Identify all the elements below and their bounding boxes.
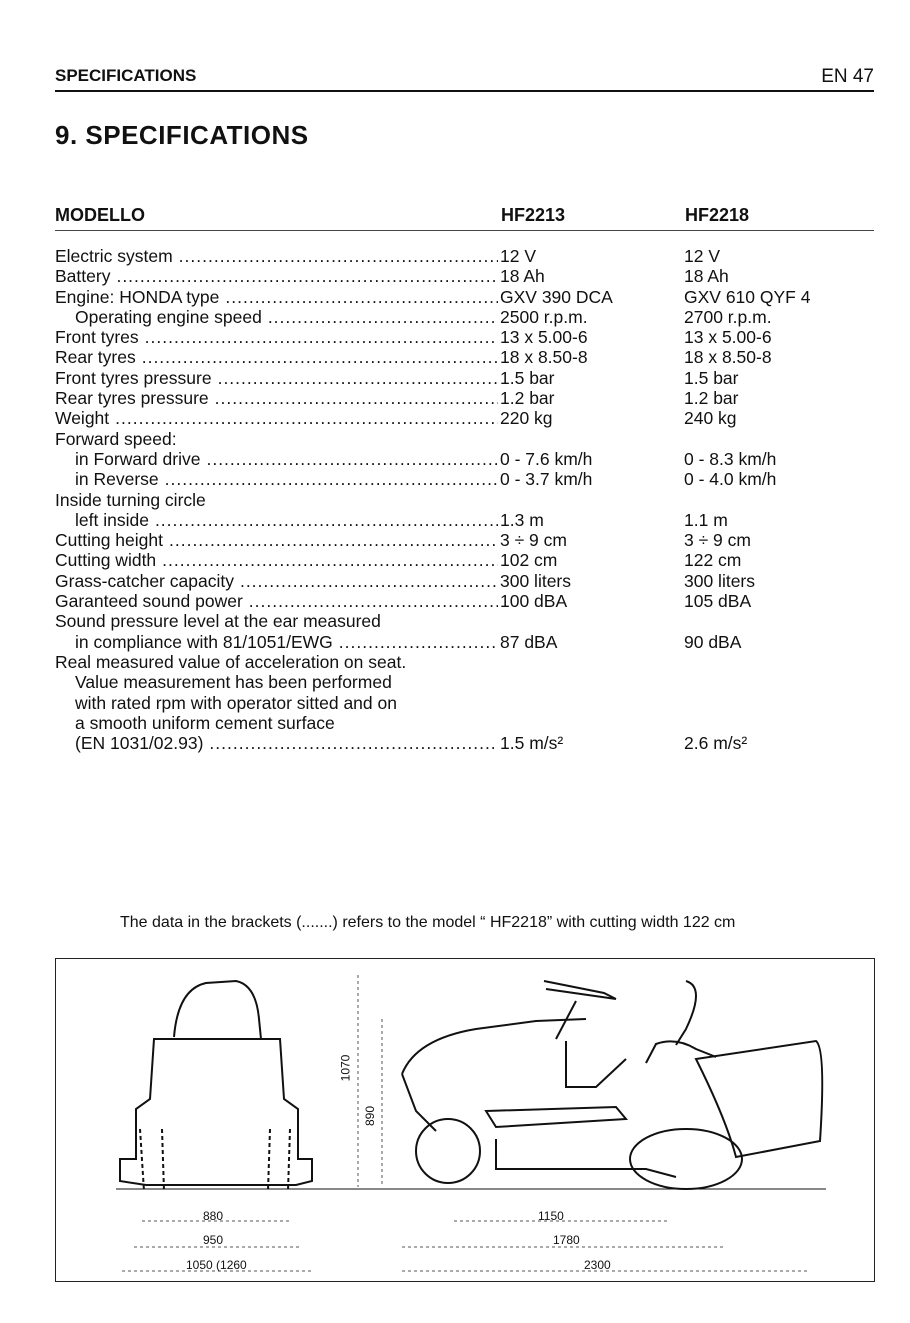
spec-value-hf2218: 90 dBA xyxy=(684,631,742,652)
spec-label-cell xyxy=(55,713,500,733)
spec-row xyxy=(55,611,875,631)
column-header-hf2213: HF2213 xyxy=(501,205,566,225)
spec-label-cell xyxy=(55,469,500,489)
spec-row xyxy=(55,449,875,469)
spec-value-hf2218: 3 ÷ 9 cm xyxy=(684,530,751,551)
spec-label: Rear tyres pressure xyxy=(55,388,209,409)
spec-value-hf2218: 0 - 4.0 km/h xyxy=(684,469,777,490)
dot-leader xyxy=(209,733,498,753)
spec-label-cell xyxy=(55,388,500,408)
spec-row xyxy=(55,693,875,713)
spec-row xyxy=(55,266,875,286)
spec-value-hf2213: 1.3 m xyxy=(500,509,544,530)
spec-label-cell xyxy=(55,429,500,449)
dot-leader xyxy=(268,307,498,327)
spec-row xyxy=(55,368,875,388)
spec-value-hf2218: 0 - 8.3 km/h xyxy=(684,448,777,469)
dimension-drawing xyxy=(55,958,875,1282)
spec-value-hf2218: 2.6 m/s² xyxy=(684,733,748,754)
spec-value-hf2213: 102 cm xyxy=(500,550,558,571)
column-header-rule xyxy=(55,230,874,231)
dot-leader xyxy=(165,469,498,489)
side-view-front xyxy=(402,1074,436,1131)
spec-value-hf2213: 13 x 5.00-6 xyxy=(500,327,588,348)
spec-row xyxy=(55,530,875,550)
spec-value-hf2213: GXV 390 DCA xyxy=(500,286,613,307)
spec-value-hf2213: 2500 r.p.m. xyxy=(500,306,588,327)
spec-label-cell xyxy=(55,287,500,307)
spec-label: Engine: HONDA type xyxy=(55,286,220,307)
spec-label: in Forward drive xyxy=(75,448,201,469)
spec-row xyxy=(55,550,875,570)
spec-value-hf2213: 300 liters xyxy=(500,570,572,591)
dot-leader xyxy=(155,510,498,530)
column-header-model: MODELLO xyxy=(55,205,145,225)
dimension-height-seat: 890 xyxy=(363,1105,378,1127)
spec-label: Cutting width xyxy=(55,550,157,571)
spec-label-cell xyxy=(55,733,500,753)
specifications-table xyxy=(55,246,875,753)
dot-leader xyxy=(162,550,498,570)
dot-leader xyxy=(145,327,498,347)
spec-label: Garanteed sound power xyxy=(55,591,243,612)
dot-leader xyxy=(249,591,498,611)
spec-row xyxy=(55,713,875,733)
spec-value-hf2218: 122 cm xyxy=(684,550,742,571)
spec-label: Value measurement has been performed xyxy=(75,672,392,693)
dot-leader xyxy=(225,287,498,307)
side-view-grass-catcher xyxy=(696,1041,822,1157)
spec-label-cell xyxy=(55,632,500,652)
spec-value-hf2218: 12 V xyxy=(684,246,720,266)
spec-value-hf2218: 18 Ah xyxy=(684,266,729,287)
spec-value-hf2213: 18 x 8.50-8 xyxy=(500,347,588,368)
dot-leader xyxy=(240,571,498,591)
spec-value-hf2218: 300 liters xyxy=(684,570,756,591)
side-view-hood xyxy=(402,1019,586,1074)
spec-row xyxy=(55,246,875,266)
spec-label-cell xyxy=(55,408,500,428)
spec-value-hf2213: 1.5 m/s² xyxy=(500,733,564,754)
spec-value-hf2218: 13 x 5.00-6 xyxy=(684,327,772,348)
front-view-wheel-right xyxy=(268,1129,290,1191)
spec-label: Sound pressure level at the ear measured xyxy=(55,611,381,632)
spec-label: with rated rpm with operator sitted and on xyxy=(75,692,397,713)
spec-label: Front tyres pressure xyxy=(55,367,212,388)
page-title: 9. SPECIFICATIONS xyxy=(55,120,309,150)
side-view-steering-wheel xyxy=(544,981,616,999)
dimension-wheelbase: 1150 xyxy=(538,1209,564,1223)
dot-leader xyxy=(116,266,498,286)
spec-value-hf2218: GXV 610 QYF 4 xyxy=(684,286,811,307)
spec-row xyxy=(55,429,875,449)
spec-label-cell xyxy=(55,571,500,591)
spec-label: in Reverse xyxy=(75,469,159,490)
column-header-hf2218: HF2218 xyxy=(685,205,750,225)
spec-label-cell xyxy=(55,693,500,713)
spec-value-hf2213: 100 dBA xyxy=(500,591,568,612)
spec-value-hf2218: 105 dBA xyxy=(684,591,752,612)
spec-value-hf2218: 18 x 8.50-8 xyxy=(684,347,772,368)
side-view-deck xyxy=(486,1107,626,1127)
spec-label-cell xyxy=(55,490,500,510)
spec-value-hf2213: 1.5 bar xyxy=(500,367,555,388)
spec-value-hf2213: 3 ÷ 9 cm xyxy=(500,530,567,551)
spec-label: Cutting height xyxy=(55,530,163,551)
spec-value-hf2218: 1.2 bar xyxy=(684,388,739,409)
spec-row xyxy=(55,733,875,753)
spec-value-hf2218: 1.1 m xyxy=(684,509,728,530)
spec-label-cell xyxy=(55,611,500,631)
dot-leader xyxy=(218,368,498,388)
page-number: EN 47 xyxy=(821,66,874,87)
spec-label-cell xyxy=(55,327,500,347)
spec-label-cell xyxy=(55,591,500,611)
spec-label-cell xyxy=(55,530,500,550)
dot-leader xyxy=(215,388,498,408)
spec-value-hf2218: 1.5 bar xyxy=(684,367,739,388)
spec-value-hf2213: 87 dBA xyxy=(500,631,558,652)
spec-label: in compliance with 81/1051/EWG xyxy=(75,631,333,652)
front-view-seat-back xyxy=(174,981,261,1039)
spec-label: a smooth uniform cement surface xyxy=(75,712,335,733)
spec-label: Weight xyxy=(55,408,110,429)
spec-row xyxy=(55,388,875,408)
spec-label-cell xyxy=(55,307,500,327)
spec-label-cell xyxy=(55,510,500,530)
spec-label: Front tyres xyxy=(55,327,139,348)
spec-label: Electric system xyxy=(55,246,173,266)
dimension-length-total: 2300 xyxy=(584,1258,611,1272)
spec-label-cell xyxy=(55,266,500,286)
spec-value-hf2213: 0 - 3.7 km/h xyxy=(500,469,593,490)
side-view-front-wheel xyxy=(416,1119,480,1183)
tractor-dimension-diagram xyxy=(56,959,874,1281)
spec-value-hf2213: 12 V xyxy=(500,246,536,266)
dimension-track-front: 880 xyxy=(203,1209,224,1223)
dimension-width-total: 1050 (1260 xyxy=(186,1258,247,1272)
dot-leader xyxy=(115,408,498,428)
spec-value-hf2213: 0 - 7.6 km/h xyxy=(500,448,593,469)
spec-label: Operating engine speed xyxy=(75,306,262,327)
spec-row xyxy=(55,591,875,611)
spec-label: (EN 1031/02.93) xyxy=(75,733,204,754)
side-view-seat-back xyxy=(676,981,696,1045)
dot-leader xyxy=(179,246,498,266)
spec-label-cell xyxy=(55,368,500,388)
side-view-frame xyxy=(496,1139,676,1177)
spec-label-cell xyxy=(55,246,500,266)
spec-value-hf2218: 2700 r.p.m. xyxy=(684,306,772,327)
spec-row xyxy=(55,287,875,307)
header-rule xyxy=(55,90,874,92)
spec-label: left inside xyxy=(75,509,149,530)
front-view-wheel-left xyxy=(140,1129,164,1191)
spec-row xyxy=(55,408,875,428)
spec-row xyxy=(55,632,875,652)
spec-label-cell xyxy=(55,672,500,692)
spec-row xyxy=(55,490,875,510)
spec-label-cell xyxy=(55,550,500,570)
dot-leader xyxy=(169,530,498,550)
spec-label: Forward speed: xyxy=(55,428,177,449)
spec-label: Real measured value of acceleration on seat. xyxy=(55,651,407,672)
dot-leader xyxy=(142,347,498,367)
spec-value-hf2218: 240 kg xyxy=(684,408,737,429)
dot-leader xyxy=(206,449,498,469)
spec-row xyxy=(55,672,875,692)
spec-label-cell xyxy=(55,347,500,367)
spec-row xyxy=(55,469,875,489)
spec-value-hf2213: 220 kg xyxy=(500,408,553,429)
header-section-title: SPECIFICATIONS xyxy=(55,66,197,85)
dimension-track-rear: 950 xyxy=(203,1233,224,1247)
side-view-body xyxy=(566,1041,716,1087)
spec-label: Rear tyres xyxy=(55,347,136,368)
footnote: The data in the brackets (.......) refers to the model “ HF2218” with cutting width 122 cm xyxy=(120,914,736,931)
spec-label-cell xyxy=(55,652,500,672)
spec-label: Grass-catcher capacity xyxy=(55,570,234,591)
spec-row xyxy=(55,510,875,530)
spec-row xyxy=(55,652,875,672)
spec-value-hf2213: 18 Ah xyxy=(500,266,545,287)
spec-row xyxy=(55,327,875,347)
spec-value-hf2213: 1.2 bar xyxy=(500,388,555,409)
spec-label: Inside turning circle xyxy=(55,489,206,510)
dimension-length-tractor: 1780 xyxy=(553,1233,580,1247)
side-view-rear-wheel xyxy=(630,1129,742,1189)
dimension-height-total: 1070 xyxy=(338,1054,353,1082)
front-view-body xyxy=(120,1039,312,1185)
spec-row xyxy=(55,307,875,327)
spec-label: Battery xyxy=(55,266,111,287)
dot-leader xyxy=(339,632,498,652)
spec-row xyxy=(55,347,875,367)
spec-row xyxy=(55,571,875,591)
spec-label-cell xyxy=(55,449,500,469)
